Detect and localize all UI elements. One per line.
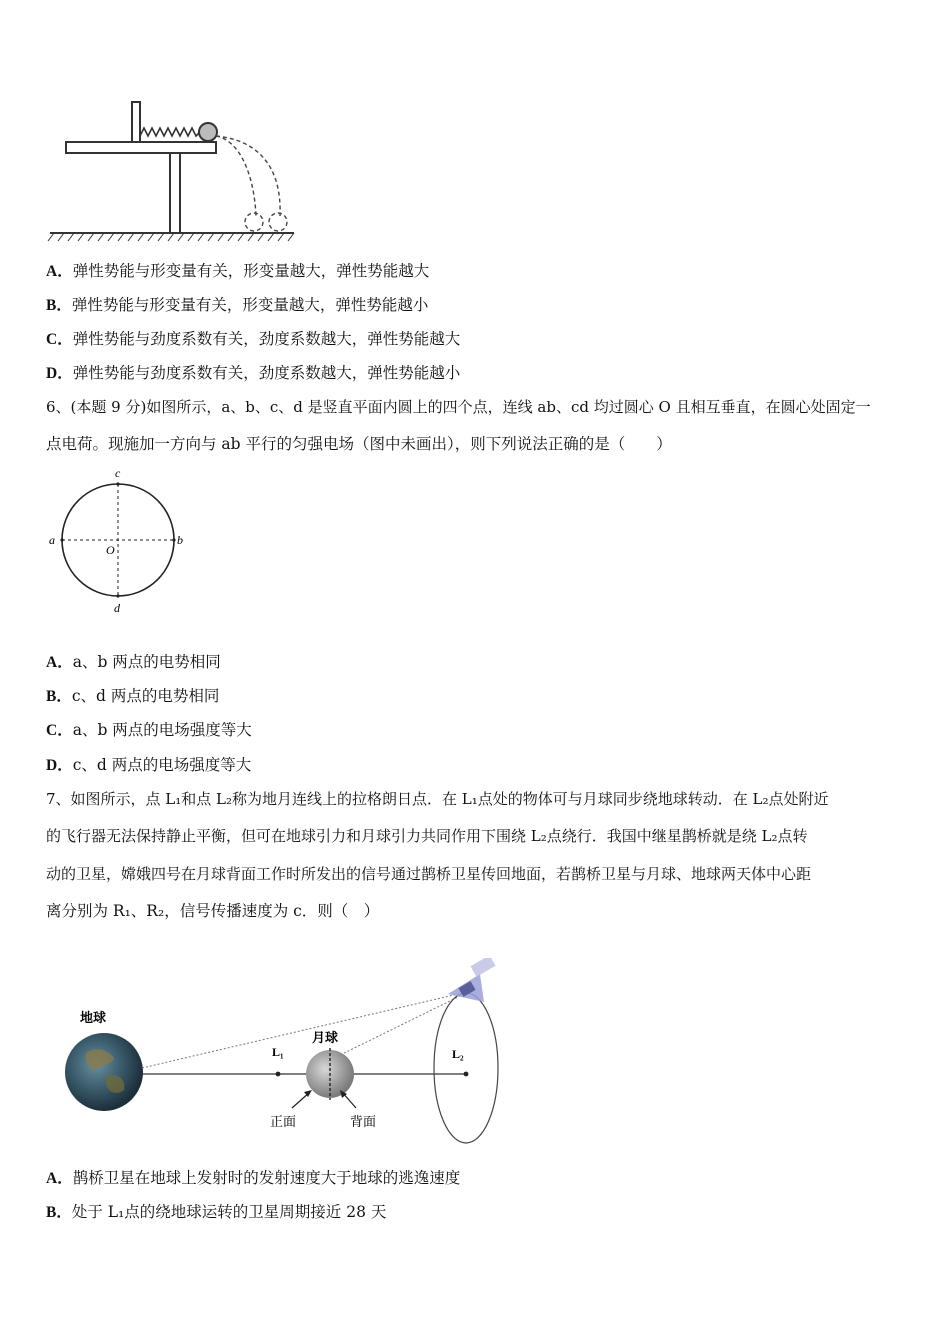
option-text: c、d 两点的电场强度等大 [72, 756, 252, 774]
option-label: C． [46, 331, 73, 348]
option-text: 弹性势能与形变量有关，形变量越大，弹性势能越大 [72, 262, 430, 280]
point-label-o: O [106, 543, 115, 557]
moon-label: 月球 [312, 1031, 339, 1046]
earth-label: 地球 [80, 1011, 107, 1026]
q7-stem-line1: 7、如图所示，点 L₁和点 L₂称为地月连线上的拉格朗日点．在 L₁点处的物体可与月球同步绕地球转动．在 L₂点处附近 [46, 790, 829, 808]
q7-stem-line4: 离分别为 R₁、R₂，信号传播速度为 c．则（ ） [46, 902, 380, 920]
point-label-a: a [49, 533, 55, 547]
q5-option-b [46, 295, 428, 316]
option-label: A． [46, 263, 73, 280]
back-label: 背面 [350, 1115, 377, 1130]
option-label: B． [46, 1204, 72, 1221]
option-text: a、b 两点的电势相同 [72, 653, 221, 671]
option-text: 弹性势能与形变量有关，形变量越大，弹性势能越小 [71, 296, 429, 314]
earth-globe [65, 1033, 143, 1111]
circle-figure [46, 464, 191, 616]
point-label-c: c [115, 466, 121, 480]
earth-moon-lagrange-figure [56, 958, 506, 1148]
option-label: D． [46, 757, 73, 774]
q5-option-d [46, 363, 460, 384]
q6-stem-line2: 点电荷。现施加一方向与 ab 平行的匀强电场（图中未画出），则下列说法正确的是（ ） [46, 435, 672, 453]
q7-stem-line2: 的飞行器无法保持静止平衡，但可在地球引力和月球引力共同作用下围绕 L₂点绕行．我国中继星鹊桥就是绕 L₂点转 [46, 827, 808, 845]
option-text: 处于 L₁点的绕地球运转的卫星周期接近 28 天 [71, 1203, 387, 1221]
relay-satellite-icon [448, 958, 496, 1002]
option-text: c、d 两点的电势相同 [71, 687, 220, 705]
option-label: B． [46, 297, 72, 314]
q6-option-b [46, 686, 219, 707]
front-label: 正面 [270, 1115, 297, 1130]
q7-option-a [46, 1168, 460, 1189]
option-text: 鹊桥卫星在地球上发射时的发射速度大于地球的逃逸速度 [72, 1169, 461, 1187]
option-label: B． [46, 688, 72, 705]
q5-option-a [46, 261, 429, 282]
l1-label: L₁ [272, 1045, 284, 1059]
option-text: 弹性势能与劲度系数有关，劲度系数越大，弹性势能越小 [72, 364, 461, 382]
q7-option-b [46, 1202, 386, 1223]
option-text: 弹性势能与劲度系数有关，劲度系数越大，弹性势能越大 [72, 330, 461, 348]
q5-option-c [46, 329, 460, 350]
q6-option-d [46, 755, 251, 776]
option-label: C． [46, 722, 73, 739]
l2-label: L₂ [452, 1047, 464, 1061]
q6-option-c [46, 720, 252, 741]
point-label-d: d [114, 601, 120, 615]
option-label: A． [46, 1170, 73, 1187]
option-label: A． [46, 654, 73, 671]
q6-stem-line1: 6、(本题 9 分)如图所示，a、b、c、d 是竖直平面内圆上的四个点，连线 ab、cd 均过圆心 O 且相互垂直，在圆心处固定一 [46, 398, 871, 416]
point-label-b: b [177, 533, 183, 547]
q7-stem-line3: 动的卫星，嫦娥四号在月球背面工作时所发出的信号通过鹊桥卫星传回地面，若鹊桥卫星与月球、地球两天体中心距 [46, 865, 812, 883]
q6-option-a [46, 652, 221, 673]
option-text: a、b 两点的电场强度等大 [72, 721, 252, 739]
spring-table-figure [44, 98, 304, 248]
option-label: D． [46, 365, 73, 382]
